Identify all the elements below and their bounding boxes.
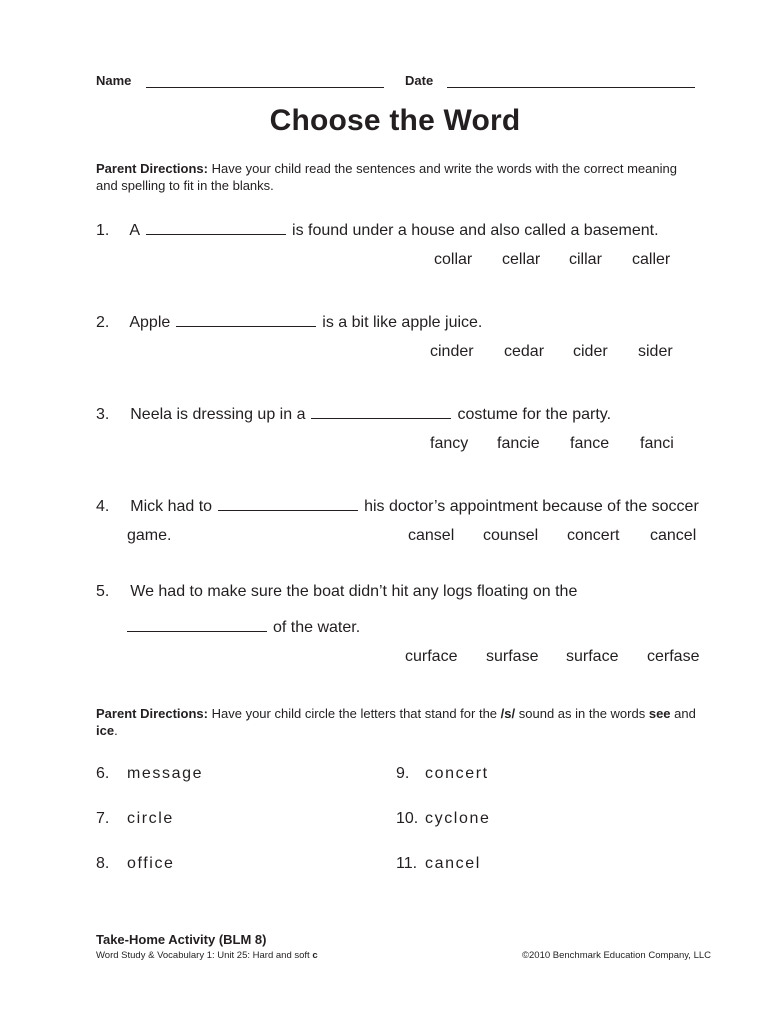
question-4 bbox=[96, 498, 699, 516]
question-text-before: Apple bbox=[129, 314, 171, 331]
copyright: ©2010 Benchmark Education Company, LLC bbox=[522, 950, 712, 961]
question-text-before: Neela is dressing up in a bbox=[130, 406, 306, 423]
date-field[interactable] bbox=[447, 87, 695, 88]
question-5-line2 bbox=[127, 619, 360, 637]
word-item[interactable]: message bbox=[127, 765, 204, 782]
word-number: 11. bbox=[396, 855, 418, 872]
parent-directions-1 bbox=[96, 160, 696, 194]
question-number: 1. bbox=[96, 222, 110, 239]
footer-subtitle-bold: c bbox=[312, 950, 318, 961]
question-number: 4. bbox=[96, 498, 110, 515]
word-number: 7. bbox=[96, 810, 110, 827]
choice[interactable]: counsel bbox=[483, 527, 539, 544]
answer-blank[interactable] bbox=[127, 619, 267, 632]
choice[interactable]: cerfase bbox=[647, 648, 700, 665]
directions-text: Have your child read the sentences and write the words with the correct meaning and spelling to fit in the blanks. bbox=[96, 161, 677, 193]
choice[interactable]: cellar bbox=[502, 251, 541, 268]
word-number: 6. bbox=[96, 765, 110, 782]
question-5 bbox=[96, 583, 577, 601]
question-3 bbox=[96, 406, 611, 424]
word-number: 10. bbox=[396, 810, 419, 827]
word-item[interactable]: cyclone bbox=[425, 810, 491, 827]
choice[interactable]: cider bbox=[573, 343, 608, 360]
directions-text: sound as in the words bbox=[518, 706, 646, 721]
date-label: Date bbox=[405, 73, 434, 88]
choice[interactable]: fance bbox=[570, 435, 610, 452]
directions-label: Parent Directions: bbox=[96, 161, 208, 176]
footer-subtitle bbox=[96, 950, 318, 961]
choice[interactable]: cansel bbox=[408, 527, 455, 544]
choice[interactable]: fancie bbox=[497, 435, 540, 452]
name-label: Name bbox=[96, 73, 132, 88]
question-number: 3. bbox=[96, 406, 110, 423]
answer-blank[interactable] bbox=[176, 314, 316, 327]
question-text-line2: game. bbox=[127, 527, 172, 544]
choice[interactable]: curface bbox=[405, 648, 458, 665]
choice[interactable]: fancy bbox=[430, 435, 469, 452]
footer-subtitle-text: Word Study & Vocabulary 1: Unit 25: Hard and soft bbox=[96, 950, 310, 961]
sound-symbol: /s/ bbox=[500, 706, 516, 721]
question-text-after: is a bit like apple juice. bbox=[322, 314, 483, 331]
question-text-before: A bbox=[129, 222, 141, 239]
question-1 bbox=[96, 222, 659, 240]
example-word: ice bbox=[96, 723, 115, 738]
choice[interactable]: surface bbox=[566, 648, 619, 665]
choice[interactable]: fanci bbox=[640, 435, 674, 452]
choice[interactable]: cedar bbox=[504, 343, 545, 360]
question-2 bbox=[96, 314, 482, 332]
directions-label: Parent Directions: bbox=[96, 706, 208, 721]
question-number: 2. bbox=[96, 314, 110, 331]
answer-blank[interactable] bbox=[218, 498, 358, 511]
page-title: Choose the Word bbox=[269, 104, 521, 137]
choice[interactable]: cinder bbox=[430, 343, 474, 360]
choice[interactable]: cancel bbox=[650, 527, 697, 544]
choice[interactable]: collar bbox=[434, 251, 473, 268]
word-item[interactable]: office bbox=[127, 855, 175, 872]
question-text-line2: of the water. bbox=[273, 619, 361, 636]
answer-blank[interactable] bbox=[311, 406, 451, 419]
question-text-before: We had to make sure the boat didn’t hit any logs floating on the bbox=[130, 583, 578, 600]
directions-text: Have your child circle the letters that stand for the bbox=[211, 706, 498, 721]
example-word: see bbox=[648, 706, 671, 721]
word-item[interactable]: concert bbox=[425, 765, 489, 782]
choice[interactable]: cillar bbox=[569, 251, 602, 268]
question-number: 5. bbox=[96, 583, 110, 600]
word-item[interactable]: circle bbox=[127, 810, 174, 827]
name-field[interactable] bbox=[146, 87, 384, 88]
choice[interactable]: sider bbox=[638, 343, 673, 360]
question-text-after: costume for the party. bbox=[457, 406, 612, 423]
footer-title: Take-Home Activity (BLM 8) bbox=[96, 932, 267, 947]
question-text-after: his doctor’s appointment because of the soccer bbox=[364, 498, 699, 515]
question-text-after: is found under a house and also called a basement. bbox=[292, 222, 659, 239]
question-text-before: Mick had to bbox=[130, 498, 213, 515]
directions-text: . bbox=[114, 723, 118, 738]
parent-directions-2 bbox=[96, 705, 696, 739]
word-number: 8. bbox=[96, 855, 110, 872]
choice[interactable]: caller bbox=[632, 251, 671, 268]
word-item[interactable]: cancel bbox=[425, 855, 481, 872]
directions-text: and bbox=[674, 706, 696, 721]
word-number: 9. bbox=[396, 765, 410, 782]
answer-blank[interactable] bbox=[146, 222, 286, 235]
choice[interactable]: concert bbox=[567, 527, 620, 544]
choice[interactable]: surfase bbox=[486, 648, 539, 665]
